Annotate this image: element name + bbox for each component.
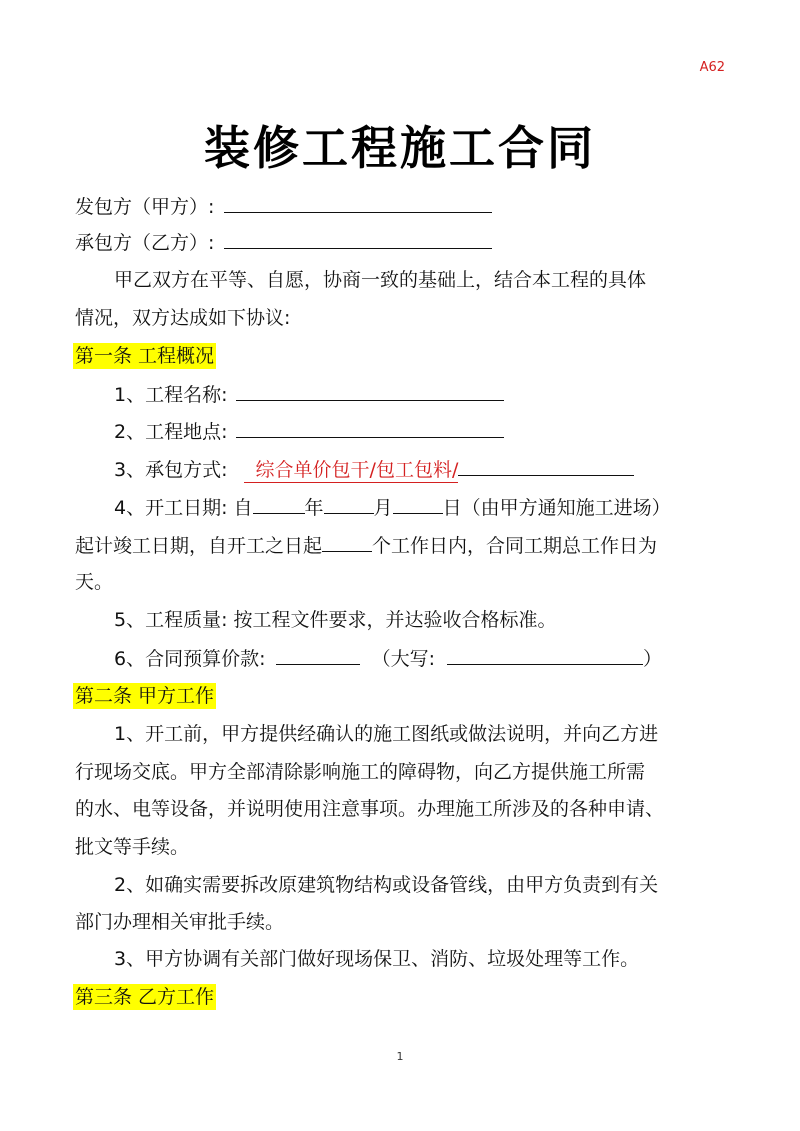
party-b-line [75, 230, 492, 255]
article-1-heading [73, 344, 216, 368]
item-4-line-1 [114, 495, 671, 520]
item-4-line2-suffix: 个工作日内，合同工期总工作日为 [372, 535, 658, 557]
item-3-value: 综合单价包干/包工包料/ [255, 459, 459, 481]
item-2-blank [236, 419, 504, 438]
item-6-line [114, 646, 662, 671]
document-title: 装修工程施工合同 [204, 121, 596, 175]
item-6-label: 6、合同预算价款: [114, 648, 266, 670]
intro-line-2: 情况，双方达成如下协议: [75, 307, 291, 329]
workdays-blank [322, 533, 372, 552]
party-b-label: 承包方（乙方）: [75, 232, 215, 254]
page-number: 1 [396, 1050, 404, 1063]
party-b-blank [224, 230, 492, 249]
article-2-p2-line-2: 部门办理相关审批手续。 [75, 911, 285, 933]
article-2-heading [73, 684, 216, 708]
month-label: 月 [373, 497, 393, 519]
document-code: A62 [699, 60, 725, 75]
article-3-heading-text: 第三条 乙方工作 [75, 986, 215, 1008]
party-a-blank [224, 194, 492, 213]
year-label: 年 [304, 497, 324, 519]
item-1-blank [236, 382, 504, 401]
intro-line-1: 甲乙双方在平等、自愿，协商一致的基础上，结合本工程的具体 [114, 269, 647, 291]
item-4-line-3: 天。 [75, 571, 114, 593]
item-6-caps-label: （大写: [371, 648, 435, 670]
item-4-prefix: 4、开工日期: 自 [114, 497, 253, 519]
item-5-line: 5、工程质量: 按工程文件要求，并达验收合格标准。 [114, 609, 557, 631]
article-2-p2-line-1: 2、如确实需要拆改原建筑物结构或设备管线，由甲方负责到有关 [114, 874, 659, 896]
day-suffix: 日（由甲方通知施工进场） [442, 497, 671, 519]
article-1-heading-text: 第一条 工程概况 [75, 345, 215, 367]
item-2-line [114, 419, 504, 444]
item-4-line2-prefix: 起计竣工日期，自开工之日起 [75, 535, 323, 557]
item-3-label: 3、承包方式: [114, 459, 228, 481]
article-2-p1-line-4: 批文等手续。 [75, 836, 190, 858]
item-1-line [114, 382, 504, 407]
article-2-p1-line-2: 行现场交底。甲方全部清除影响施工的障碍物，向乙方提供施工所需 [75, 761, 646, 783]
month-blank [324, 495, 374, 514]
party-a-label: 发包方（甲方）: [75, 196, 215, 218]
item-4-line-2 [75, 533, 657, 558]
article-2-p1-line-3: 的水、电等设备，并说明使用注意事项。办理施工所涉及的各种申请、 [75, 798, 665, 820]
year-blank [253, 495, 305, 514]
article-2-p1-line-1: 1、开工前，甲方提供经确认的施工图纸或做法说明，并向乙方进 [114, 723, 659, 745]
item-3-line [114, 457, 634, 483]
item-6-close: ） [643, 648, 663, 670]
day-blank [393, 495, 443, 514]
item-3-blank [458, 457, 634, 476]
party-a-line [75, 194, 492, 219]
price-caps-blank [447, 646, 643, 665]
item-3-value-underline [244, 458, 459, 483]
article-2-heading-text: 第二条 甲方工作 [75, 685, 215, 707]
item-1-label: 1、工程名称: [114, 384, 228, 406]
item-2-label: 2、工程地点: [114, 421, 228, 443]
price-blank [276, 646, 360, 665]
article-2-p3-line-1: 3、甲方协调有关部门做好现场保卫、消防、垃圾处理等工作。 [114, 948, 640, 970]
article-3-heading [73, 985, 216, 1009]
